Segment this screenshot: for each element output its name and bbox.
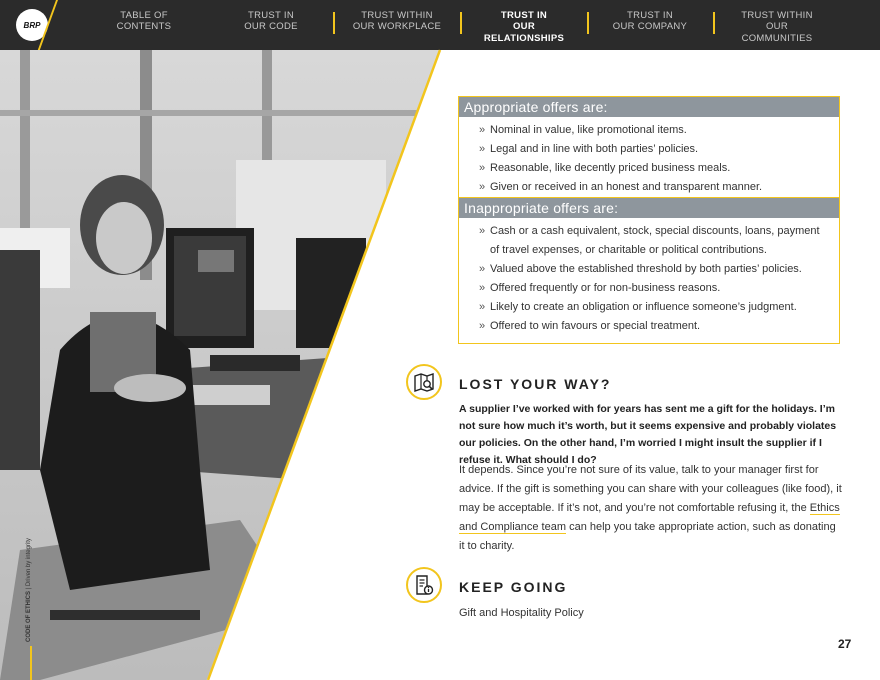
gift-policy-link[interactable]: Gift and Hospitality Policy	[459, 607, 584, 619]
brp-logo-icon: BRP	[16, 9, 48, 41]
list-item: » Given or received in an honest and transparent manner.	[479, 178, 829, 197]
list-item: » Reasonable, like decently priced business meals.	[479, 159, 829, 178]
appropriate-offers-title: Appropriate offers are:	[459, 97, 839, 117]
nav-trust-within-our-workplace[interactable]: TRUST WITHIN OUR WORKPLACE	[352, 10, 442, 33]
top-navigation	[0, 0, 880, 50]
document-info-icon	[406, 567, 442, 603]
nav-separator	[333, 12, 335, 34]
list-item: » Offered frequently or for non-business reasons.	[479, 279, 829, 298]
nav-separator	[713, 12, 715, 34]
appropriate-offers-list	[459, 117, 839, 199]
list-item: » Legal and in line with both parties’ policies.	[479, 140, 829, 159]
nav-trust-within-our-communities[interactable]: TRUST WITHIN OUR COMMUNITIES	[741, 10, 813, 44]
inappropriate-offers-list	[459, 218, 839, 338]
nav-trust-in-our-relationships[interactable]: TRUST IN OUR RELATIONSHIPS	[483, 10, 565, 44]
list-item: » Likely to create an obligation or influence someone’s judgment.	[479, 298, 829, 317]
code-of-ethics-label: CODE OF ETHICS | Driven by integrity	[26, 538, 32, 642]
map-search-icon	[406, 364, 442, 400]
inappropriate-offers-box	[458, 198, 840, 344]
nav-trust-in-our-company[interactable]: TRUST IN OUR COMPANY	[612, 10, 688, 33]
page-number: 27	[838, 637, 852, 651]
list-item: » Valued above the established threshold by both parties’ policies.	[479, 260, 829, 279]
appropriate-offers-box	[458, 96, 840, 198]
nav-trust-in-our-code[interactable]: TRUST IN OUR CODE	[244, 10, 298, 33]
list-item: » Offered to win favours or special treatment.	[479, 317, 829, 336]
nav-separator	[587, 12, 589, 34]
nav-separator	[460, 12, 462, 34]
keep-going-heading: KEEP GOING	[459, 579, 568, 595]
list-item: » Nominal in value, like promotional items.	[479, 121, 829, 140]
nav-table-of-contents[interactable]: TABLE OF CONTENTS	[116, 10, 172, 33]
inappropriate-offers-title: Inappropriate offers are:	[459, 198, 839, 218]
list-item: » Cash or a cash equivalent, stock, special discounts, loans, payment of travel expenses, or charitable or political contributions.	[479, 222, 829, 260]
lost-your-way-heading: LOST YOUR WAY?	[459, 376, 612, 392]
office-photo	[0, 50, 440, 680]
ethics-compliance-link[interactable]: Ethics and Compliance team	[459, 502, 840, 533]
scenario-answer: It depends. Since you’re not sure of its value, talk to your manager first for advice. If the gift is something you can share with your colleagues (like food), it may be acceptable. If it’s not, and you’re not comfortable refusing it, the Ethics and Compliance team can help you take appropriate action, such as donating it to charity.	[459, 464, 842, 552]
scenario-question: A supplier I’ve worked with for years has sent me a gift for the holidays. I’m not sure how much it’s worth, but it seems expensive and probably violates our policies. On the other hand, I’m worried I might insult the supplier if I refuse it. What should I do?	[459, 403, 837, 466]
side-accent-bar	[30, 646, 32, 680]
